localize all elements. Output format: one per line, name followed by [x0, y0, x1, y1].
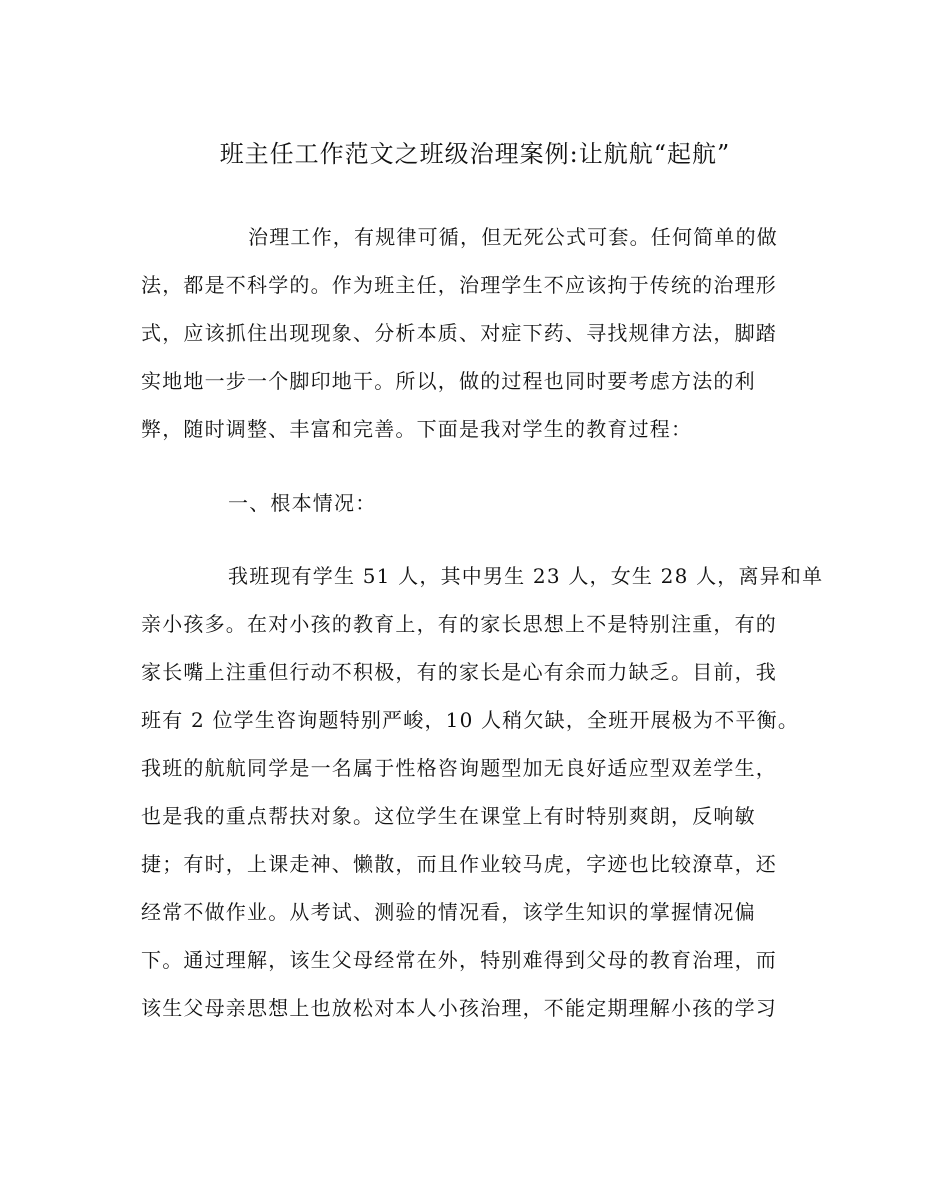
- paragraph-line: 捷；有时，上课走神、懒散，而且作业较马虎，字迹也比较潦草，还: [141, 852, 777, 876]
- paragraph-line: 我班现有学生 51 人，其中男生 23 人，女生 28 人，离异和单: [228, 564, 824, 588]
- paragraph-line: 亲小孩多。在对小孩的教育上，有的家长思想上不是特别注重，有的: [141, 612, 777, 636]
- paragraph-line: 我班的航航同学是一名属于性格咨询题型加无良好适应型双差学生，: [141, 756, 777, 780]
- paragraph-line: 实地地一步一个脚印地干。所以，做的过程也同时要考虑方法的利: [141, 369, 756, 393]
- section-heading: 一、根本情况：: [228, 491, 377, 515]
- paragraph-line: 治理工作，有规律可循，但无死公式可套。任何简单的做: [248, 225, 778, 249]
- page-title: 班主任工作范文之班级治理案例:让航航“起航”: [219, 140, 731, 168]
- paragraph-line: 法，都是不科学的。作为班主任，治理学生不应该拘于传统的治理形: [141, 273, 777, 297]
- paragraph-line: 也是我的重点帮扶对象。这位学生在课堂上有时特别爽朗，反响敏: [141, 804, 756, 828]
- paragraph-line: 家长嘴上注重但行动不积极，有的家长是心有余而力缺乏。目前，我: [141, 660, 777, 684]
- paragraph-line: 班有 2 位学生咨询题特别严峻，10 人稍欠缺，全班开展极为不平衡。: [141, 708, 800, 732]
- paragraph-line: 经常不做作业。从考试、测验的情况看，该学生知识的掌握情况偏: [141, 900, 756, 924]
- paragraph-line: 弊，随时调整、丰富和完善。下面是我对学生的教育过程：: [141, 417, 693, 441]
- paragraph-line: 该生父母亲思想上也放松对本人小孩治理，不能定期理解小孩的学习: [141, 996, 777, 1020]
- paragraph-line: 下。通过理解，该生父母经常在外，特别难得到父母的教育治理，而: [141, 948, 777, 972]
- paragraph-line: 式，应该抓住出现现象、分析本质、对症下药、寻找规律方法，脚踏: [141, 321, 777, 345]
